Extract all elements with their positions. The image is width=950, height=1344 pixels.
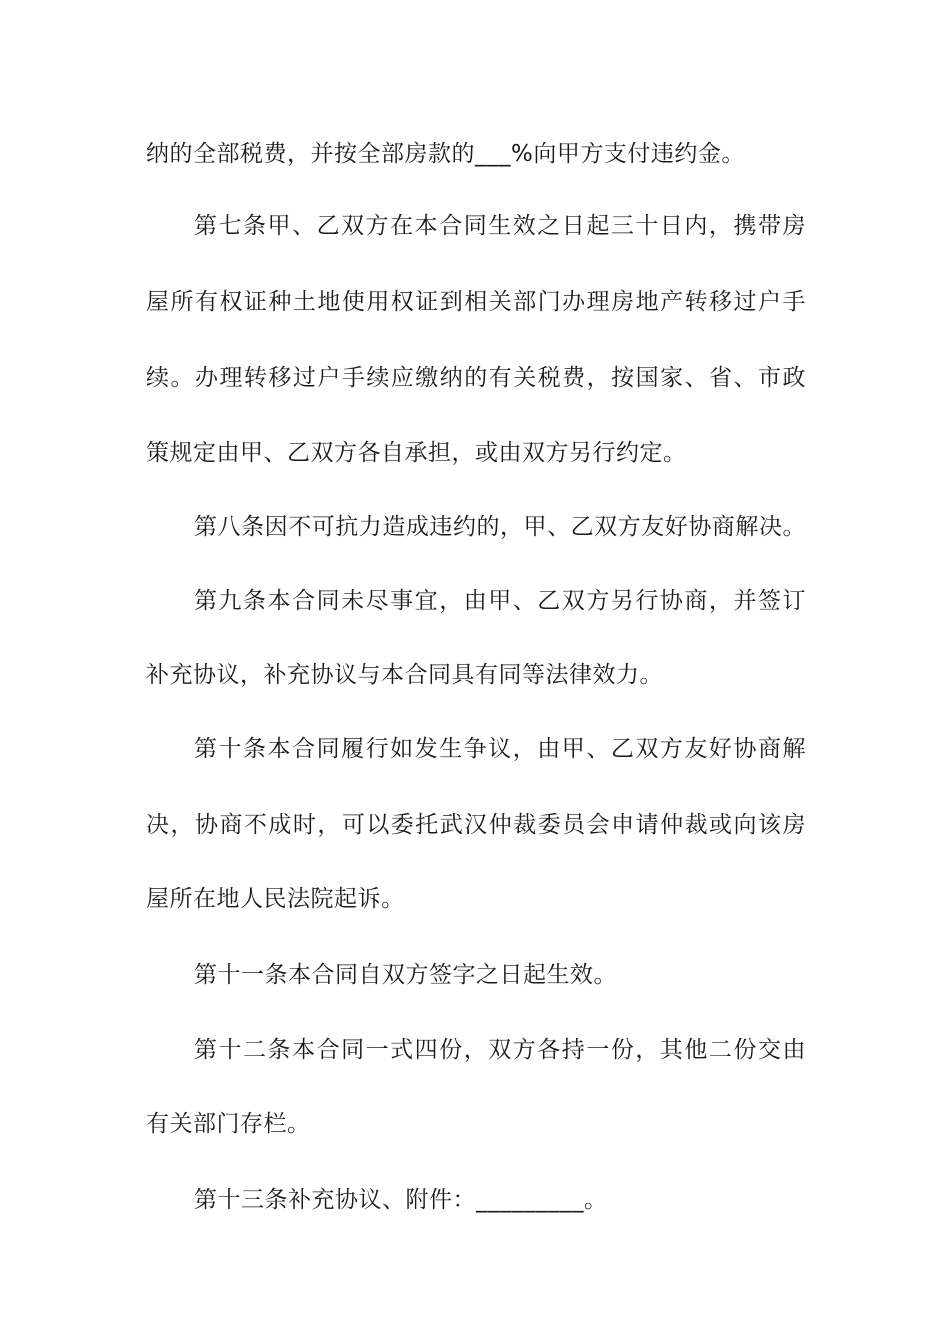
- text-line-13: 第十二条本合同一式四份，双方各持一份，其他二份交由: [194, 1037, 806, 1063]
- text-line-3: 屋所有权证种土地使用权证到相关部门办理房地产转移过户手: [146, 289, 806, 315]
- text-line-6: 第八条因不可抗力造成违约的，甲、乙双方友好协商解决。: [194, 514, 806, 540]
- text-line-15: 第十三条补充协议、附件：_________。: [194, 1187, 608, 1213]
- text-line-7: 第九条本合同未尽事宜，由甲、乙双方另行协商，并签订: [194, 588, 806, 614]
- text-line-8: 补充协议，补充协议与本合同具有同等法律效力。: [146, 662, 663, 688]
- text-line-12: 第十一条本合同自双方签字之日起生效。: [194, 962, 617, 988]
- text-line-14: 有关部门存栏。: [146, 1111, 311, 1137]
- text-line-9: 第十条本合同履行如发生争议，由甲、乙双方友好协商解: [194, 736, 806, 762]
- text-line-2: 第七条甲、乙双方在本合同生效之日起三十日内，携带房: [194, 213, 806, 239]
- text-line-1: 纳的全部税费，并按全部房款的___%向甲方支付违约金。: [146, 141, 745, 167]
- text-line-4: 续。办理转移过户手续应缴纳的有关税费，按国家、省、市政: [146, 365, 806, 391]
- text-line-11: 屋所在地人民法院起诉。: [146, 886, 405, 912]
- text-line-5: 策规定由甲、乙双方各自承担，或由双方另行约定。: [146, 440, 687, 466]
- text-line-10: 决，协商不成时，可以委托武汉仲裁委员会申请仲裁或向该房: [146, 812, 806, 838]
